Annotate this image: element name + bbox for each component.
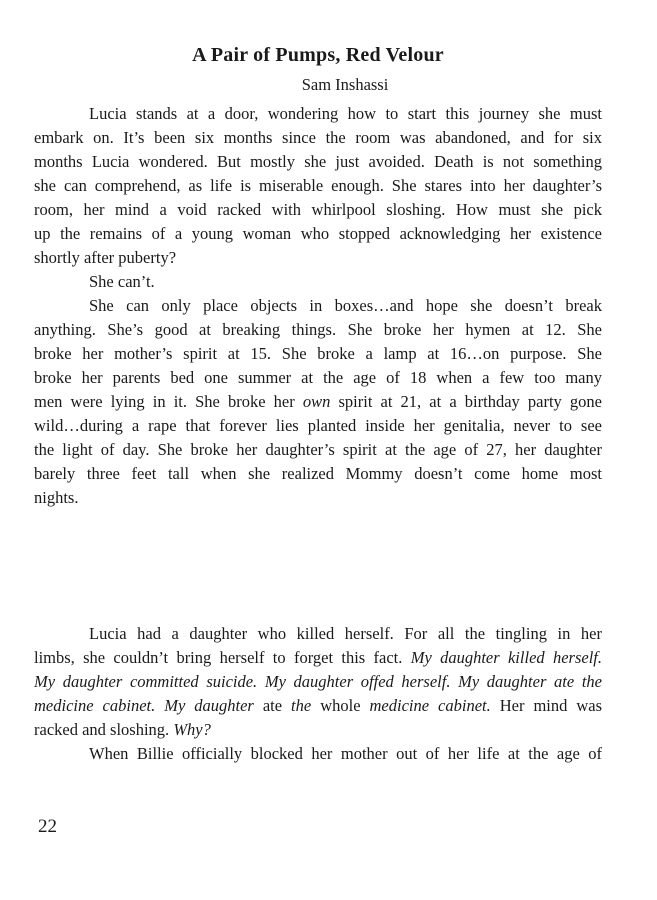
text-line: barely three feet tall when she realized Mommy doesn’t come home most <box>34 464 602 483</box>
text-line: room, her mind a void racked with whirlpool sloshing. How must she pick <box>34 200 602 219</box>
text-span: spirit at 21, at a birthday party gone <box>330 392 602 411</box>
text-line: nights. <box>34 488 79 507</box>
text-span: limbs, she couldn’t bring herself to forget this fact. <box>34 648 411 667</box>
text-line: wild…during a rape that forever lies planted inside her genitalia, never to see <box>34 416 602 435</box>
text-line: shortly after puberty? <box>34 248 177 267</box>
text-line: Lucia had a daughter who killed herself. For all the tingling in her <box>89 624 602 643</box>
story-body-part-2 <box>34 622 602 766</box>
story-body-part-1 <box>34 102 602 510</box>
text-line: anything. She’s good at breaking things. She broke her hymen at 12. She <box>34 320 602 339</box>
text-span: racked and sloshing. <box>34 720 174 739</box>
text-span: whole <box>311 696 370 715</box>
italic-text: own <box>302 392 331 411</box>
italic-text: medicine cabinet. My daughter <box>34 696 254 715</box>
text-line: up the remains of a young woman who stopped acknowledging her existence <box>34 224 602 243</box>
page-number: 22 <box>38 816 57 837</box>
text-line <box>34 718 602 742</box>
text-line <box>34 694 602 718</box>
text-line <box>34 390 602 414</box>
text-span: ate <box>253 696 292 715</box>
italic-text: medicine cabinet. <box>369 696 491 715</box>
story-title: A Pair of Pumps, Red Velour <box>192 44 444 66</box>
text-line: Lucia stands at a door, wondering how to start this journey she must <box>89 104 602 123</box>
italic-text: My daughter committed suicide. My daughter offed herself. My daughter ate the <box>34 672 602 691</box>
italic-text: Why? <box>173 720 211 739</box>
italic-text: the <box>291 696 312 715</box>
text-line: broke her mother’s spirit at 15. She broke a lamp at 16…on purpose. She <box>34 344 602 363</box>
text-line: broke her parents bed one summer at the age of 18 when a few too many <box>34 368 602 387</box>
text-line: She can only place objects in boxes…and hope she doesn’t break <box>89 296 602 315</box>
text-line: When Billie officially blocked her mother out of her life at the age of <box>89 744 602 763</box>
text-span: men were lying in it. She broke her <box>34 392 303 411</box>
text-line: She can’t. <box>89 272 155 291</box>
text-line <box>34 670 602 694</box>
text-line: the light of day. She broke her daughter’s spirit at the age of 27, her daughter <box>34 440 602 459</box>
italic-text: My daughter killed herself. <box>410 648 602 667</box>
text-line <box>34 646 602 670</box>
text-line: she can comprehend, as life is miserable enough. She stares into her daughter’s <box>34 176 602 195</box>
text-line: months Lucia wondered. But mostly she just avoided. Death is not something <box>34 152 602 171</box>
text-span: Her mind was <box>490 696 603 715</box>
author-name: Sam Inshassi <box>301 75 389 94</box>
text-line: embark on. It’s been six months since the room was abandoned, and for six <box>34 128 602 147</box>
